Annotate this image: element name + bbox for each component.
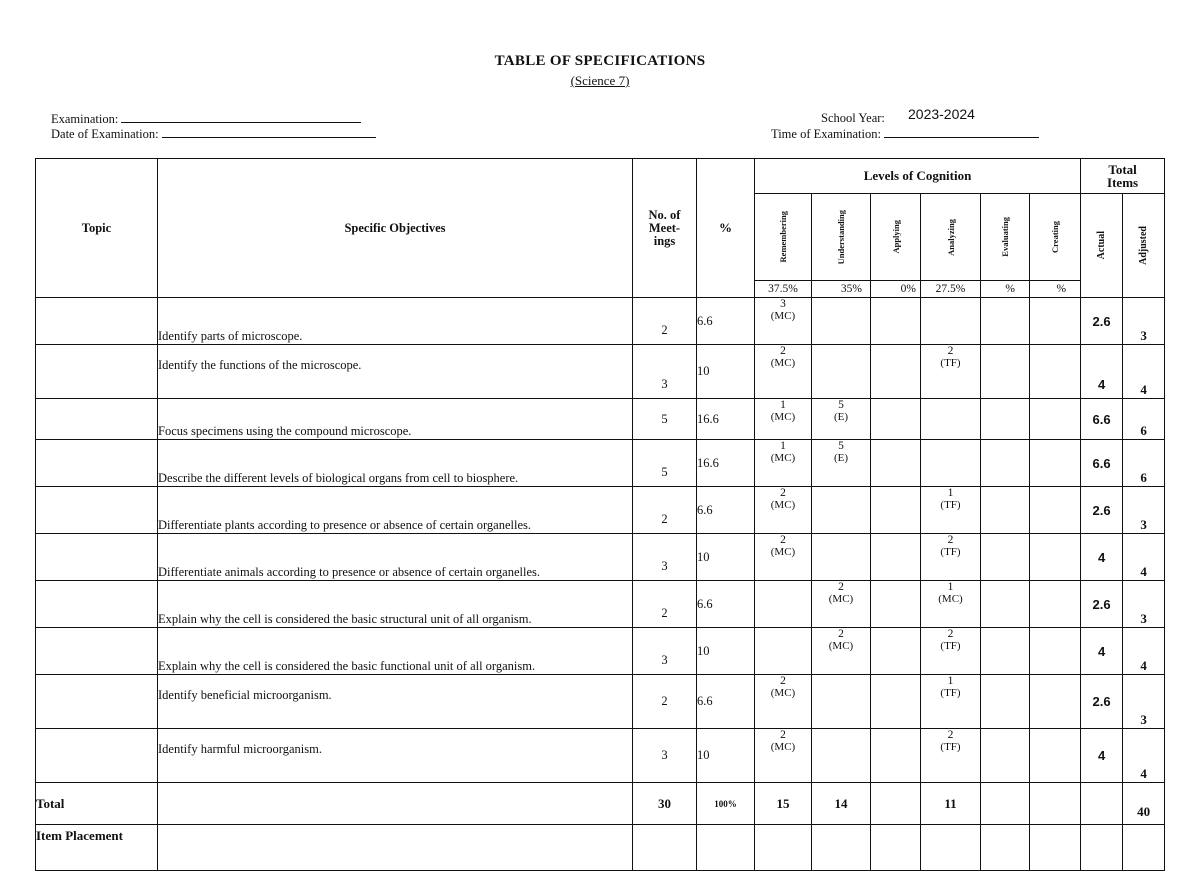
actual-cell: 2.6 [1081,581,1123,628]
meetings-cell: 3 [633,729,697,783]
understanding-cell [812,729,871,783]
table-row [36,675,1165,729]
objective-cell: Identify harmful microorganism. [158,729,633,783]
analyzing-cell: 1 (TF) [921,675,981,729]
total-creating [1030,783,1081,825]
actual-cell: 4 [1081,345,1123,399]
table-row [36,729,1165,783]
topic-cell [36,298,158,345]
school-year-label: School Year: [821,111,885,125]
adjusted-cell: 4 [1123,345,1165,399]
total-row [36,783,1165,825]
remembering-cell: 2 (MC) [755,345,812,399]
placement-cell[interactable] [1030,825,1081,871]
col-actual: Actual [1081,194,1123,298]
meetings-cell: 3 [633,534,697,581]
total-adjusted: 40 [1123,783,1165,825]
total-label: Total [36,783,158,825]
adjusted-cell: 6 [1123,399,1165,440]
percent-cell: 10 [697,729,755,783]
placement-cell[interactable] [633,825,697,871]
evaluating-cell [981,440,1030,487]
total-items-header: Total Items [1081,159,1165,194]
header-row-1 [36,159,1165,194]
adjusted-cell: 3 [1123,487,1165,534]
meetings-cell: 5 [633,399,697,440]
placement-cell[interactable] [1081,825,1123,871]
objective-cell: Differentiate animals according to presence or absence of certain organelles. [158,534,633,581]
analyzing-cell: 2 (TF) [921,628,981,675]
placement-cell[interactable] [1123,825,1165,871]
analyzing-cell [921,399,981,440]
applying-cell [871,298,921,345]
topic-cell [36,628,158,675]
evaluating-cell [981,729,1030,783]
percent-cell: 6.6 [697,487,755,534]
adjusted-cell: 6 [1123,440,1165,487]
objective-cell: Differentiate plants according to presence or absence of certain organelles. [158,487,633,534]
evaluating-cell [981,675,1030,729]
evaluating-cell [981,487,1030,534]
specifications-table [35,158,1165,871]
objective-rows [36,298,1165,783]
applying-cell [871,675,921,729]
topic-cell [36,729,158,783]
date-label: Date of Examination: [51,127,159,141]
placement-cell[interactable] [921,825,981,871]
pct-analyzing: 27.5% [921,281,981,298]
applying-cell [871,534,921,581]
remembering-cell: 2 (MC) [755,534,812,581]
percent-cell: 10 [697,628,755,675]
page-title: TABLE OF SPECIFICATIONS [494,53,706,69]
analyzing-cell: 1 (TF) [921,487,981,534]
percent-cell: 10 [697,534,755,581]
placement-cell[interactable] [755,825,812,871]
applying-cell [871,628,921,675]
topic-cell [36,534,158,581]
applying-cell [871,399,921,440]
adjusted-cell: 4 [1123,628,1165,675]
remembering-cell [755,628,812,675]
placement-cell[interactable] [697,825,755,871]
total-applying [871,783,921,825]
analyzing-cell: 2 (TF) [921,345,981,399]
adjusted-cell: 3 [1123,675,1165,729]
total-actual [1081,783,1123,825]
topic-cell [36,345,158,399]
total-remembering: 15 [755,783,812,825]
examination-field [51,111,361,127]
level-applying: Applying [871,194,921,281]
time-blank[interactable] [884,126,1039,138]
evaluating-cell [981,534,1030,581]
level-creating: Creating [1030,194,1081,281]
col-meetings: No. of Meet- ings [633,159,697,298]
meetings-cell: 2 [633,581,697,628]
creating-cell [1030,581,1081,628]
item-placement-label: Item Placement [36,825,158,871]
meetings-cell: 3 [633,628,697,675]
time-label: Time of Examination: [771,127,881,141]
percent-cell: 10 [697,345,755,399]
creating-cell [1030,729,1081,783]
remembering-cell: 2 (MC) [755,675,812,729]
topic-cell [36,440,158,487]
placement-cell[interactable] [981,825,1030,871]
percent-cell: 6.6 [697,298,755,345]
page-subtitle: (Science 7) [570,73,630,88]
meetings-cell: 2 [633,675,697,729]
actual-cell: 2.6 [1081,675,1123,729]
percent-cell: 16.6 [697,440,755,487]
remembering-cell [755,581,812,628]
total-evaluating [981,783,1030,825]
understanding-cell: 2 (MC) [812,581,871,628]
total-percent: 100% [697,783,755,825]
item-placement-row [36,825,1165,871]
table-row [36,399,1165,440]
evaluating-cell [981,345,1030,399]
objective-cell: Explain why the cell is considered the basic structural unit of all organism. [158,581,633,628]
levels-of-cognition-header: Levels of Cognition [755,159,1081,194]
level-remembering: Remembering [755,194,812,281]
school-year-value: 2023-2024 [908,106,975,122]
actual-cell: 4 [1081,534,1123,581]
analyzing-cell: 2 (TF) [921,534,981,581]
creating-cell [1030,440,1081,487]
table-row [36,487,1165,534]
pct-remembering: 37.5% [755,281,812,298]
actual-cell: 2.6 [1081,298,1123,345]
topic-cell [36,399,158,440]
actual-cell: 6.6 [1081,440,1123,487]
applying-cell [871,487,921,534]
placement-cell[interactable] [158,825,633,871]
total-meetings: 30 [633,783,697,825]
creating-cell [1030,298,1081,345]
total-analyzing: 11 [921,783,981,825]
remembering-cell: 1 (MC) [755,440,812,487]
applying-cell [871,440,921,487]
understanding-cell [812,534,871,581]
topic-cell [36,675,158,729]
percent-cell: 6.6 [697,675,755,729]
evaluating-cell [981,628,1030,675]
col-percent: % [697,159,755,298]
pct-creating: % [1030,281,1081,298]
understanding-cell [812,675,871,729]
objective-cell: Explain why the cell is considered the basic functional unit of all organism. [158,628,633,675]
evaluating-cell [981,298,1030,345]
table-row [36,628,1165,675]
table-row [36,581,1165,628]
objective-cell: Identify parts of microscope. [158,298,633,345]
actual-cell: 4 [1081,628,1123,675]
remembering-cell: 3 (MC) [755,298,812,345]
placement-cell[interactable] [812,825,871,871]
creating-cell [1030,534,1081,581]
topic-cell [36,581,158,628]
level-analyzing: Analyzing [921,194,981,281]
creating-cell [1030,675,1081,729]
time-field [771,126,1039,142]
analyzing-cell: 1 (MC) [921,581,981,628]
objective-cell: Describe the different levels of biological organs from cell to biosphere. [158,440,633,487]
creating-cell [1030,345,1081,399]
understanding-cell [812,298,871,345]
applying-cell [871,729,921,783]
table-row [36,534,1165,581]
adjusted-cell: 4 [1123,534,1165,581]
examination-label: Examination: [51,112,119,126]
creating-cell [1030,628,1081,675]
understanding-cell [812,345,871,399]
pct-applying: 0% [871,281,921,298]
evaluating-cell [981,581,1030,628]
objective-cell: Identify beneficial microorganism. [158,675,633,729]
meetings-cell: 2 [633,298,697,345]
objective-cell: Focus specimens using the compound microscope. [158,399,633,440]
analyzing-cell [921,298,981,345]
understanding-cell: 5 (E) [812,399,871,440]
percent-cell: 16.6 [697,399,755,440]
date-field [51,126,376,142]
meetings-cell: 3 [633,345,697,399]
adjusted-cell: 3 [1123,298,1165,345]
col-objectives: Specific Objectives [158,159,633,298]
table-row [36,298,1165,345]
adjusted-cell: 3 [1123,581,1165,628]
total-understanding: 14 [812,783,871,825]
percent-cell: 6.6 [697,581,755,628]
actual-cell: 6.6 [1081,399,1123,440]
creating-cell [1030,487,1081,534]
analyzing-cell: 2 (TF) [921,729,981,783]
creating-cell [1030,399,1081,440]
pct-evaluating: % [981,281,1030,298]
topic-cell [36,487,158,534]
remembering-cell: 2 (MC) [755,729,812,783]
evaluating-cell [981,399,1030,440]
analyzing-cell [921,440,981,487]
actual-cell: 4 [1081,729,1123,783]
examination-blank[interactable] [121,111,361,123]
col-adjusted: Adjusted [1123,194,1165,298]
total-objective [158,783,633,825]
level-understanding: Understanding [812,194,871,281]
understanding-cell: 5 (E) [812,440,871,487]
understanding-cell: 2 (MC) [812,628,871,675]
date-blank[interactable] [162,126,376,138]
table-row [36,440,1165,487]
remembering-cell: 2 (MC) [755,487,812,534]
table-row [36,345,1165,399]
adjusted-cell: 4 [1123,729,1165,783]
understanding-cell [812,487,871,534]
objective-cell: Identify the functions of the microscope. [158,345,633,399]
remembering-cell: 1 (MC) [755,399,812,440]
applying-cell [871,345,921,399]
meetings-cell: 5 [633,440,697,487]
placement-cell[interactable] [871,825,921,871]
actual-cell: 2.6 [1081,487,1123,534]
col-topic: Topic [36,159,158,298]
meetings-cell: 2 [633,487,697,534]
pct-understanding: 35% [812,281,871,298]
level-evaluating: Evaluating [981,194,1030,281]
applying-cell [871,581,921,628]
